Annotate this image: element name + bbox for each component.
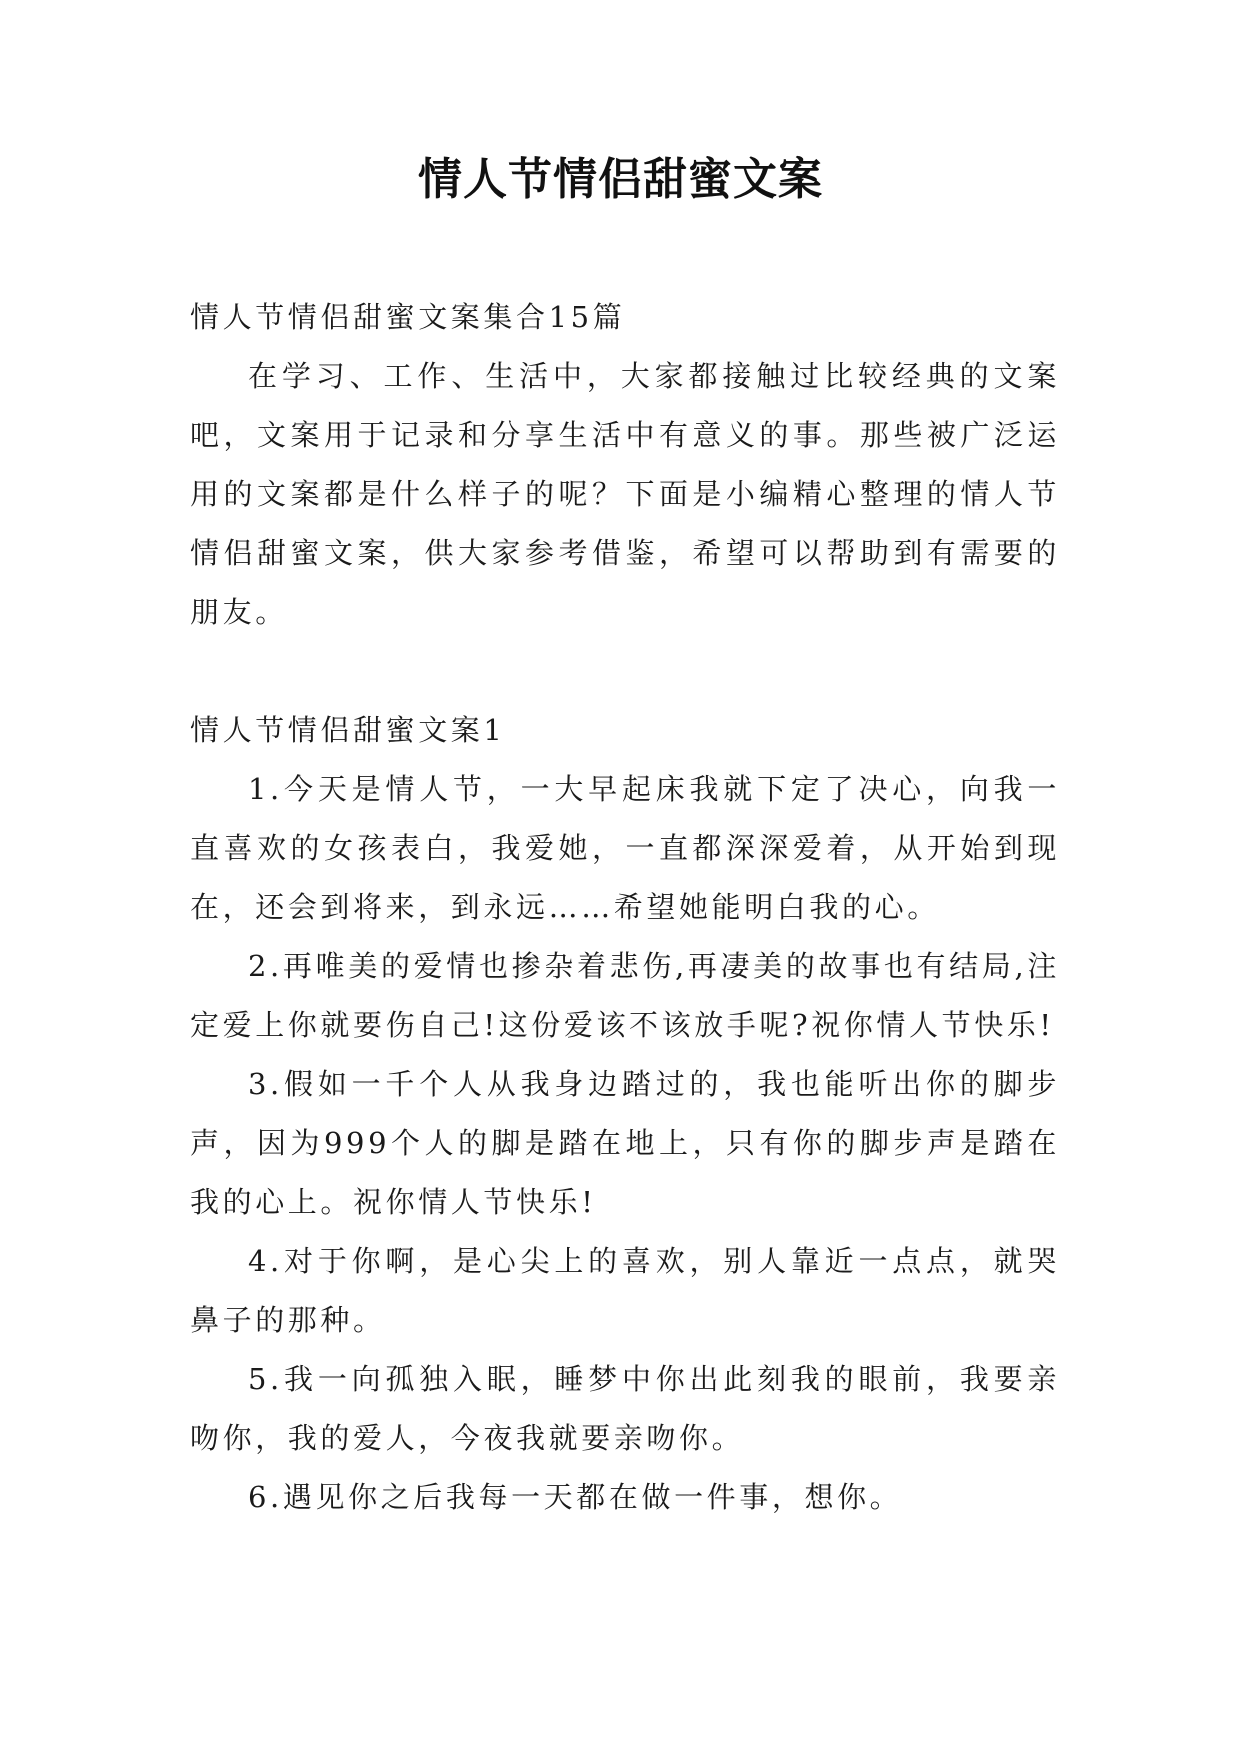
intro-paragraph: 在学习、工作、生活中，大家都接触过比较经典的文案吧，文案用于记录和分享生活中有意义的事。那些被广泛运用的文案都是什么样子的呢？下面是小编精心整理的情人节情侣甜蜜文案，供大家参考借鉴，希望可以帮助到有需要的朋友。 [190,359,1060,629]
section-heading: 情人节情侣甜蜜文案1 [190,713,506,747]
list-item: 4.对于你啊，是心尖上的喜欢，别人靠近一点点，就哭鼻子的那种。 [190,1244,1060,1337]
list-item: 1.今天是情人节，一大早起床我就下定了决心，向我一直喜欢的女孩表白，我爱她，一直都深深爱着，从开始到现在，还会到将来，到永远……希望她能明白我的心。 [190,772,1060,924]
document-body [190,288,1060,1527]
list-item: 3.假如一千个人从我身边踏过的，我也能听出你的脚步声，因为999个人的脚是踏在地上，只有你的脚步声是踏在我的心上。祝你情人节快乐! [190,1067,1060,1219]
list-item: 5.我一向孤独入眠，睡梦中你出此刻我的眼前，我要亲吻你，我的爱人，今夜我就要亲吻你。 [190,1362,1060,1455]
list-item: 6.遇见你之后我每一天都在做一件事，想你。 [248,1480,903,1514]
document-title: 情人节情侣甜蜜文案 [418,154,823,205]
collection-subtitle: 情人节情侣甜蜜文案集合15篇 [190,300,626,334]
section-spacer [190,642,1060,701]
list-item: 2.再唯美的爱情也掺杂着悲伤,再凄美的故事也有结局,注定爱上你就要伤自己!这份爱该不该放手呢?祝你情人节快乐! [190,949,1060,1042]
